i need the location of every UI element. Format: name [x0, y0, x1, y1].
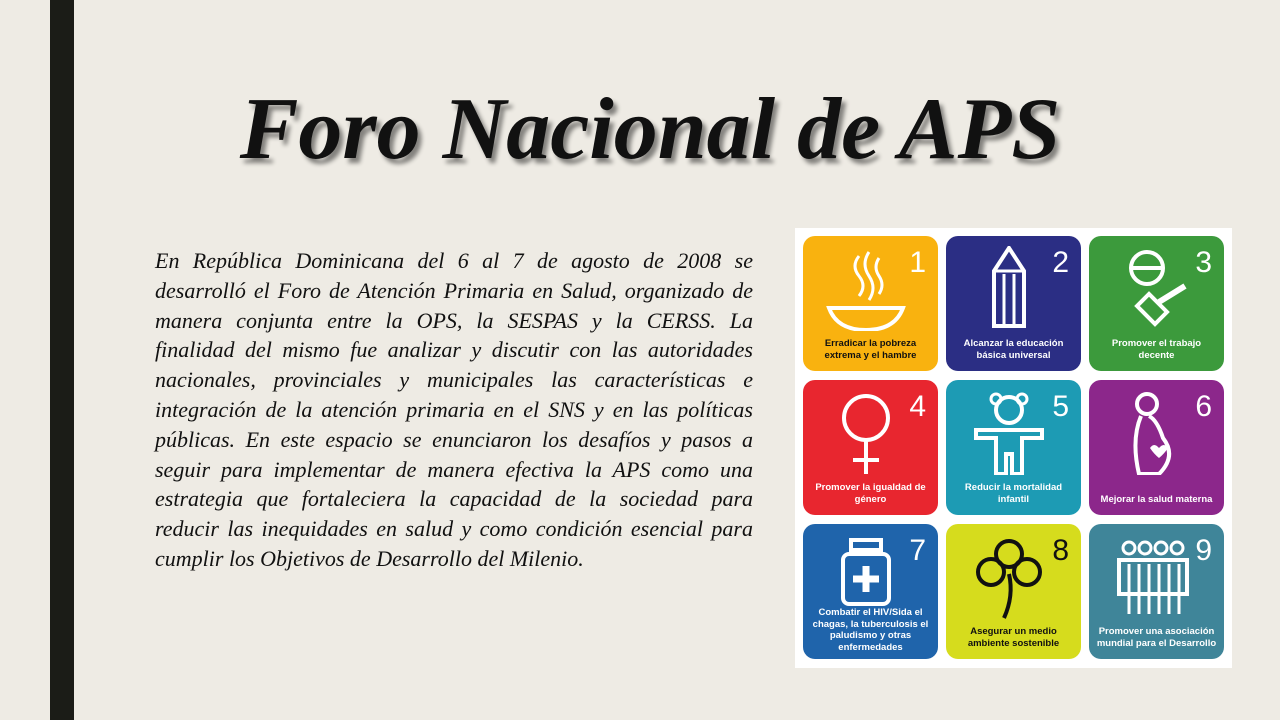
goal-caption: Combatir el HIV/Sida el chagas, la tuberculosis el paludismo y otras enfermedades	[812, 607, 929, 653]
goal-caption: Erradicar la pobreza extrema y el hambre	[824, 338, 917, 361]
bowl-icon	[821, 246, 911, 331]
pencil-icon	[964, 246, 1054, 331]
clover-icon	[964, 534, 1054, 619]
mdg-tile-4	[803, 380, 938, 515]
goal-number: 8	[1052, 534, 1069, 567]
mdg-tile-1	[803, 236, 938, 371]
mdg-tile-2	[946, 236, 1081, 371]
mdg-goals-image	[795, 228, 1232, 668]
mdg-tile-6	[1089, 380, 1224, 515]
goal-number: 9	[1195, 534, 1212, 567]
goal-caption: Alcanzar la educación básica universal	[963, 338, 1064, 361]
goal-caption: Promover el trabajo decente	[1111, 338, 1202, 361]
goal-caption: Mejorar la salud materna	[1100, 493, 1213, 505]
people-group-icon	[1107, 534, 1197, 619]
goal-number: 7	[909, 534, 926, 567]
mdg-tile-7	[803, 524, 938, 659]
goal-number: 5	[1052, 390, 1069, 423]
goal-number: 1	[909, 246, 926, 279]
mdg-tile-5	[946, 380, 1081, 515]
goal-number: 2	[1052, 246, 1069, 279]
body-paragraph: En República Dominicana del 6 al 7 de agosto de 2008 se desarrolló el Foro de Atención Primaria en Salud, organizado de manera conjunta entre la OPS, la SESPAS y la CERSS. La finalidad del mismo fue analizar y discutir con las autoridades nacionales, provinciales y municipales las características e integración de la atención primaria en el SNS y en las políticas públicas. En este espacio se enunciaron los desafíos y pasos a seguir para implementar de manera efectiva la APS como una estrategia que fortaleciera la capacidad de la sociedad para reducir las inequidades en salud y como condición esencial para cumplir los Objetivos de Desarrollo del Milenio.	[155, 248, 753, 571]
slide-title: Foro Nacional de APS	[239, 81, 1061, 178]
worker-icon	[1107, 246, 1197, 331]
left-accent-bar	[50, 0, 74, 720]
mdg-tile-3	[1089, 236, 1224, 371]
pregnant-woman-icon	[1107, 390, 1197, 475]
goal-number: 6	[1195, 390, 1212, 423]
mdg-tile-8	[946, 524, 1081, 659]
goal-caption: Promover la igualdad de género	[815, 482, 926, 505]
goal-number: 3	[1195, 246, 1212, 279]
goal-caption: Asegurar un medio ambiente sostenible	[967, 626, 1060, 649]
goal-caption: Promover una asociación mundial para el Desarrollo	[1096, 626, 1217, 649]
teddy-bear-icon	[964, 390, 1054, 475]
goal-number: 4	[909, 390, 926, 423]
goal-caption: Reducir la mortalidad infantil	[964, 482, 1063, 505]
female-symbol-icon	[821, 390, 911, 475]
mdg-tile-9	[1089, 524, 1224, 659]
